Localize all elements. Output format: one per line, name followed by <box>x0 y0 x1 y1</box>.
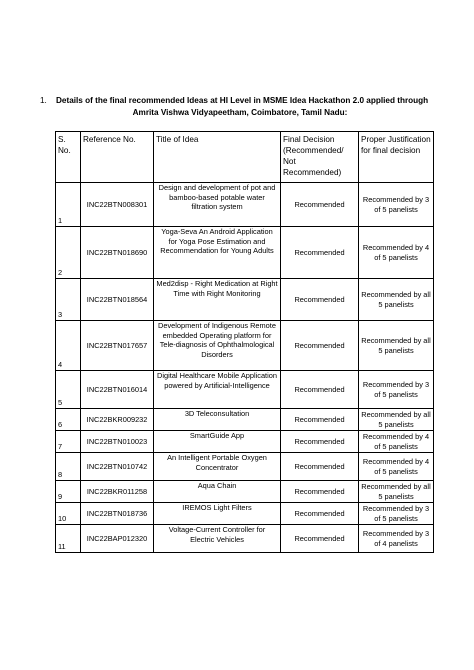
row-title: Voltage-Current Controller for Electric Vehicles <box>154 525 281 553</box>
row-sno: 3 <box>56 279 81 321</box>
row-reference-no: INC22BTN008301 <box>81 183 154 227</box>
row-decision: Recommended <box>281 453 359 481</box>
recommended-ideas-table <box>55 131 434 553</box>
row-sno: 6 <box>56 409 81 431</box>
row-reference-no: INC22BTN016014 <box>81 371 154 409</box>
table-row <box>56 279 434 321</box>
header-reference-no: Reference No. <box>81 132 154 183</box>
row-justification: Recommended by 3 of 5 panelists <box>359 183 434 227</box>
row-justification: Recommended by all 5 panelists <box>359 409 434 431</box>
row-sno: 10 <box>56 503 81 525</box>
row-sno: 8 <box>56 453 81 481</box>
row-sno: 7 <box>56 431 81 453</box>
row-title: Yoga-Seva An Android Application for Yoga Pose Estimation and Recommendation for Young Adults <box>154 227 281 279</box>
row-sno: 11 <box>56 525 81 553</box>
row-reference-no: INC22BTN018736 <box>81 503 154 525</box>
row-reference-no: INC22BKR011258 <box>81 481 154 503</box>
row-justification: Recommended by 3 of 5 panelists <box>359 371 434 409</box>
row-decision: Recommended <box>281 409 359 431</box>
row-title: An Intelligent Portable Oxygen Concentrator <box>154 453 281 481</box>
row-sno: 9 <box>56 481 81 503</box>
row-reference-no: INC22BTN018564 <box>81 279 154 321</box>
table-row <box>56 525 434 553</box>
row-justification: Recommended by all 5 panelists <box>359 481 434 503</box>
header-final-decision: Final Decision (Recommended/ Not Recommended) <box>281 132 359 183</box>
heading-number: 1. <box>40 96 47 105</box>
table-row <box>56 481 434 503</box>
row-decision: Recommended <box>281 183 359 227</box>
heading-line-2: Amrita Vishwa Vidyapeetham, Coimbatore, Tamil Nadu: <box>132 108 348 117</box>
header-justification: Proper Justification for final decision <box>359 132 434 183</box>
table-row <box>56 503 434 525</box>
row-justification: Recommended by 4 of 5 panelists <box>359 431 434 453</box>
row-decision: Recommended <box>281 227 359 279</box>
row-reference-no: INC22BTN018690 <box>81 227 154 279</box>
table-row <box>56 227 434 279</box>
row-title: 3D Teleconsultation <box>154 409 281 431</box>
row-decision: Recommended <box>281 525 359 553</box>
table-header-row <box>56 132 434 183</box>
row-title: Design and development of pot and bamboo-based potable water filtration system <box>154 183 281 227</box>
table-row <box>56 183 434 227</box>
row-reference-no: INC22BTN010742 <box>81 453 154 481</box>
row-reference-no: INC22BTN017657 <box>81 321 154 371</box>
row-justification: Recommended by 3 of 5 panelists <box>359 503 434 525</box>
row-sno: 4 <box>56 321 81 371</box>
row-title: Aqua Chain <box>154 481 281 503</box>
row-decision: Recommended <box>281 503 359 525</box>
row-reference-no: INC22BKR009232 <box>81 409 154 431</box>
row-justification: Recommended by all 5 panelists <box>359 321 434 371</box>
header-title-of-idea: Title of Idea <box>154 132 281 183</box>
row-title: Digital Healthcare Mobile Application powered by Artificial-Intelligence <box>154 371 281 409</box>
row-decision: Recommended <box>281 371 359 409</box>
row-justification: Recommended by 3 of 4 panelists <box>359 525 434 553</box>
row-reference-no: INC22BAP012320 <box>81 525 154 553</box>
header-sno: S. No. <box>56 132 81 183</box>
row-decision: Recommended <box>281 321 359 371</box>
table-row <box>56 371 434 409</box>
row-decision: Recommended <box>281 481 359 503</box>
row-justification: Recommended by 4 of 5 panelists <box>359 227 434 279</box>
table-row <box>56 409 434 431</box>
row-title: SmartGuide App <box>154 431 281 453</box>
row-justification: Recommended by all 5 panelists <box>359 279 434 321</box>
row-title: Development of Indigenous Remote embedded Operating platform for Tele-diagnosis of Ophthalmological Disorders <box>154 321 281 371</box>
row-title: IREMOS Light Filters <box>154 503 281 525</box>
table-row <box>56 431 434 453</box>
heading-line-1: Details of the final recommended Ideas at HI Level in MSME Idea Hackathon 2.0 applied through <box>56 96 429 105</box>
row-sno: 2 <box>56 227 81 279</box>
table-row <box>56 453 434 481</box>
row-reference-no: INC22BTN010023 <box>81 431 154 453</box>
row-sno: 5 <box>56 371 81 409</box>
row-sno: 1 <box>56 183 81 227</box>
row-justification: Recommended by 4 of 5 panelists <box>359 453 434 481</box>
table-row <box>56 321 434 371</box>
row-decision: Recommended <box>281 431 359 453</box>
row-title: Med2disp - Right Medication at Right Time with Right Monitoring <box>154 279 281 321</box>
row-decision: Recommended <box>281 279 359 321</box>
